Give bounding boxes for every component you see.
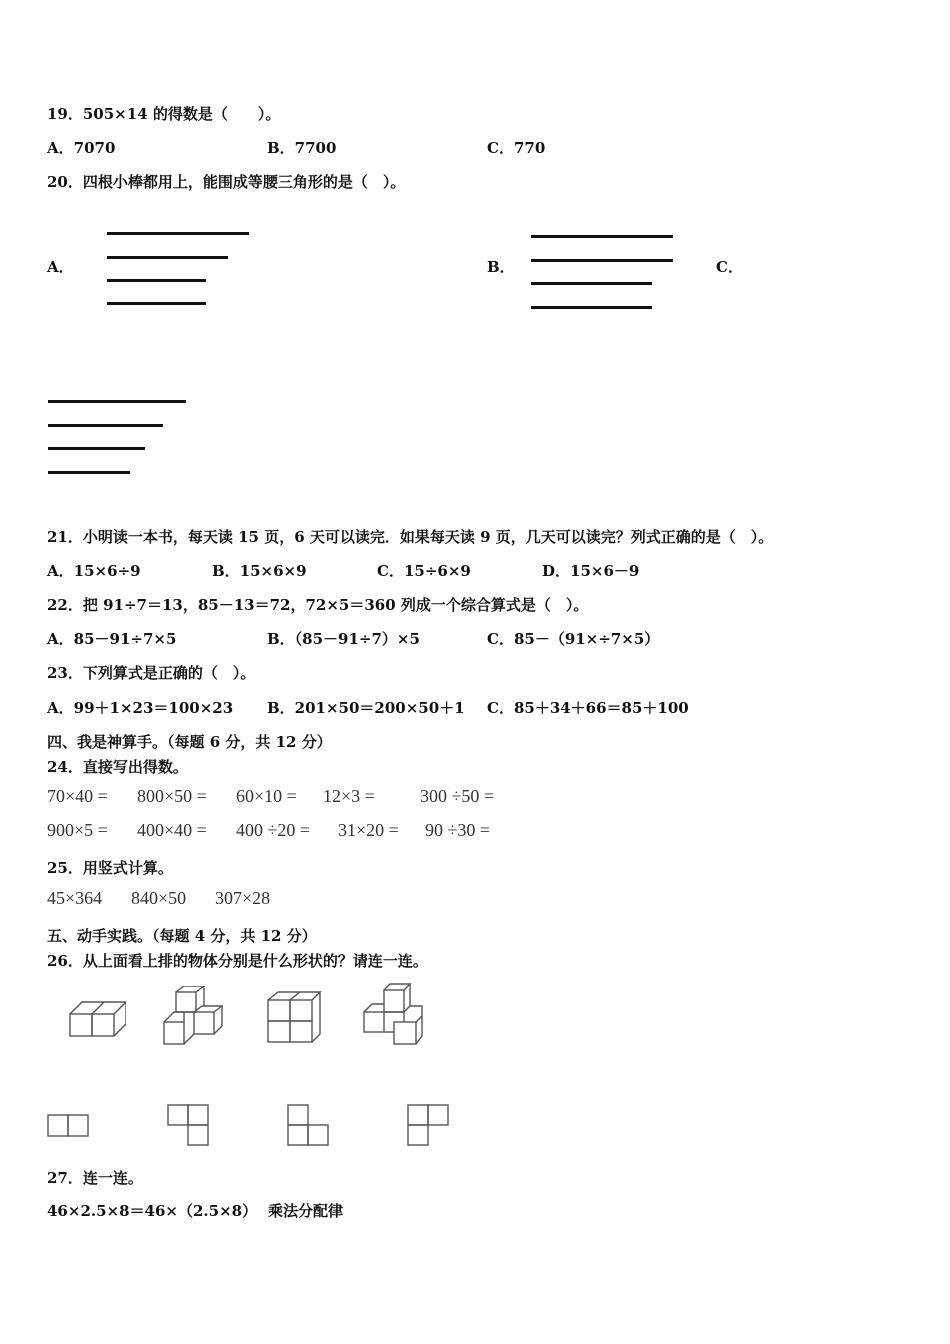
cube-object-4-icon[interactable] bbox=[358, 982, 424, 1048]
q22-stem: 22．把 91÷7＝13，85－13＝72，72×5＝360 列成一个综合算式是（ ）。 bbox=[47, 596, 589, 614]
stick bbox=[531, 306, 652, 309]
stick bbox=[531, 259, 673, 262]
cube-object-1-icon[interactable] bbox=[64, 994, 126, 1046]
top-view-2-icon[interactable] bbox=[165, 1103, 211, 1147]
section-5-title: 五、动手实践。（每题 4 分，共 12 分） bbox=[47, 927, 317, 945]
stick bbox=[531, 235, 673, 238]
top-view-1-icon[interactable] bbox=[46, 1113, 92, 1139]
q24-calc: 400×40 = bbox=[137, 820, 207, 840]
q24-calc: 300 ÷50 = bbox=[420, 786, 495, 806]
cube-object-3-icon[interactable] bbox=[264, 988, 322, 1046]
stick bbox=[531, 282, 652, 285]
q25-item: 840×50 bbox=[131, 888, 187, 908]
q23-option-c[interactable]: C．85＋34＋66＝85＋100 bbox=[487, 699, 689, 717]
q21-stem: 21．小明读一本书，每天读 15 页，6 天可以读完．如果每天读 9 页，几天可以读完？列式正确的是（ ）。 bbox=[47, 528, 774, 546]
q24-calc: 800×50 = bbox=[137, 786, 207, 806]
q25-stem: 25．用竖式计算。 bbox=[47, 859, 173, 877]
stick bbox=[107, 302, 206, 305]
q19-stem: 19．505×14 的得数是（ ）。 bbox=[47, 105, 281, 123]
q24-calc: 900×5 = bbox=[47, 820, 108, 840]
q21-option-b[interactable]: B．15×6×9 bbox=[212, 562, 307, 580]
stick bbox=[107, 279, 206, 282]
q24-calc: 31×20 = bbox=[338, 820, 399, 840]
q21-option-a[interactable]: A．15×6÷9 bbox=[47, 562, 141, 580]
q23-option-a[interactable]: A．99＋1×23＝100×23 bbox=[47, 699, 234, 717]
q20-label-c[interactable]: C． bbox=[716, 258, 743, 276]
q19-option-a[interactable]: A．7070 bbox=[47, 139, 116, 157]
q20-stem: 20．四根小棒都用上，能围成等腰三角形的是（ ）。 bbox=[47, 173, 406, 191]
q19-option-c[interactable]: C．770 bbox=[487, 139, 546, 157]
q23-option-b[interactable]: B．201×50＝200×50＋1 bbox=[267, 699, 465, 717]
q24-calc: 12×3 = bbox=[323, 786, 375, 806]
section-4-title: 四、我是神算手。（每题 6 分，共 12 分） bbox=[47, 733, 332, 751]
q27-stem: 27．连一连。 bbox=[47, 1169, 143, 1187]
stick bbox=[107, 256, 228, 259]
q19-option-b[interactable]: B．7700 bbox=[267, 139, 337, 157]
q22-option-c[interactable]: C．85－（91×÷7×5） bbox=[487, 630, 660, 648]
q24-calc: 90 ÷30 = bbox=[425, 820, 491, 840]
cube-object-2-icon[interactable] bbox=[160, 986, 226, 1048]
q20-label-b[interactable]: B． bbox=[487, 258, 515, 276]
q20-label-a[interactable]: A． bbox=[47, 258, 74, 276]
stick bbox=[48, 424, 163, 427]
q23-stem: 23．下列算式是正确的（ ）。 bbox=[47, 664, 256, 682]
q22-option-a[interactable]: A．85－91÷7×5 bbox=[47, 630, 177, 648]
q27-right-law[interactable]: 乘法分配律 bbox=[268, 1202, 344, 1220]
q21-option-c[interactable]: C．15÷6×9 bbox=[377, 562, 471, 580]
q25-item: 45×364 bbox=[47, 888, 103, 908]
q24-calc: 400 ÷20 = bbox=[236, 820, 311, 840]
q21-option-d[interactable]: D．15×6－9 bbox=[542, 562, 640, 580]
q24-stem: 24．直接写出得数。 bbox=[47, 758, 188, 776]
q24-calc: 60×10 = bbox=[236, 786, 297, 806]
q25-item: 307×28 bbox=[215, 888, 271, 908]
q22-option-b[interactable]: B．（85－91÷7）×5 bbox=[267, 630, 420, 648]
stick bbox=[48, 471, 130, 474]
top-view-4-icon[interactable] bbox=[405, 1103, 451, 1147]
stick bbox=[48, 400, 186, 403]
q24-calc: 70×40 = bbox=[47, 786, 108, 806]
q26-stem: 26．从上面看上排的物体分别是什么形状的？请连一连。 bbox=[47, 952, 428, 970]
stick bbox=[48, 447, 145, 450]
stick bbox=[107, 232, 249, 235]
q27-left-expression[interactable]: 46×2.5×8＝46×（2.5×8） bbox=[47, 1202, 258, 1220]
top-view-3-icon[interactable] bbox=[285, 1103, 331, 1147]
